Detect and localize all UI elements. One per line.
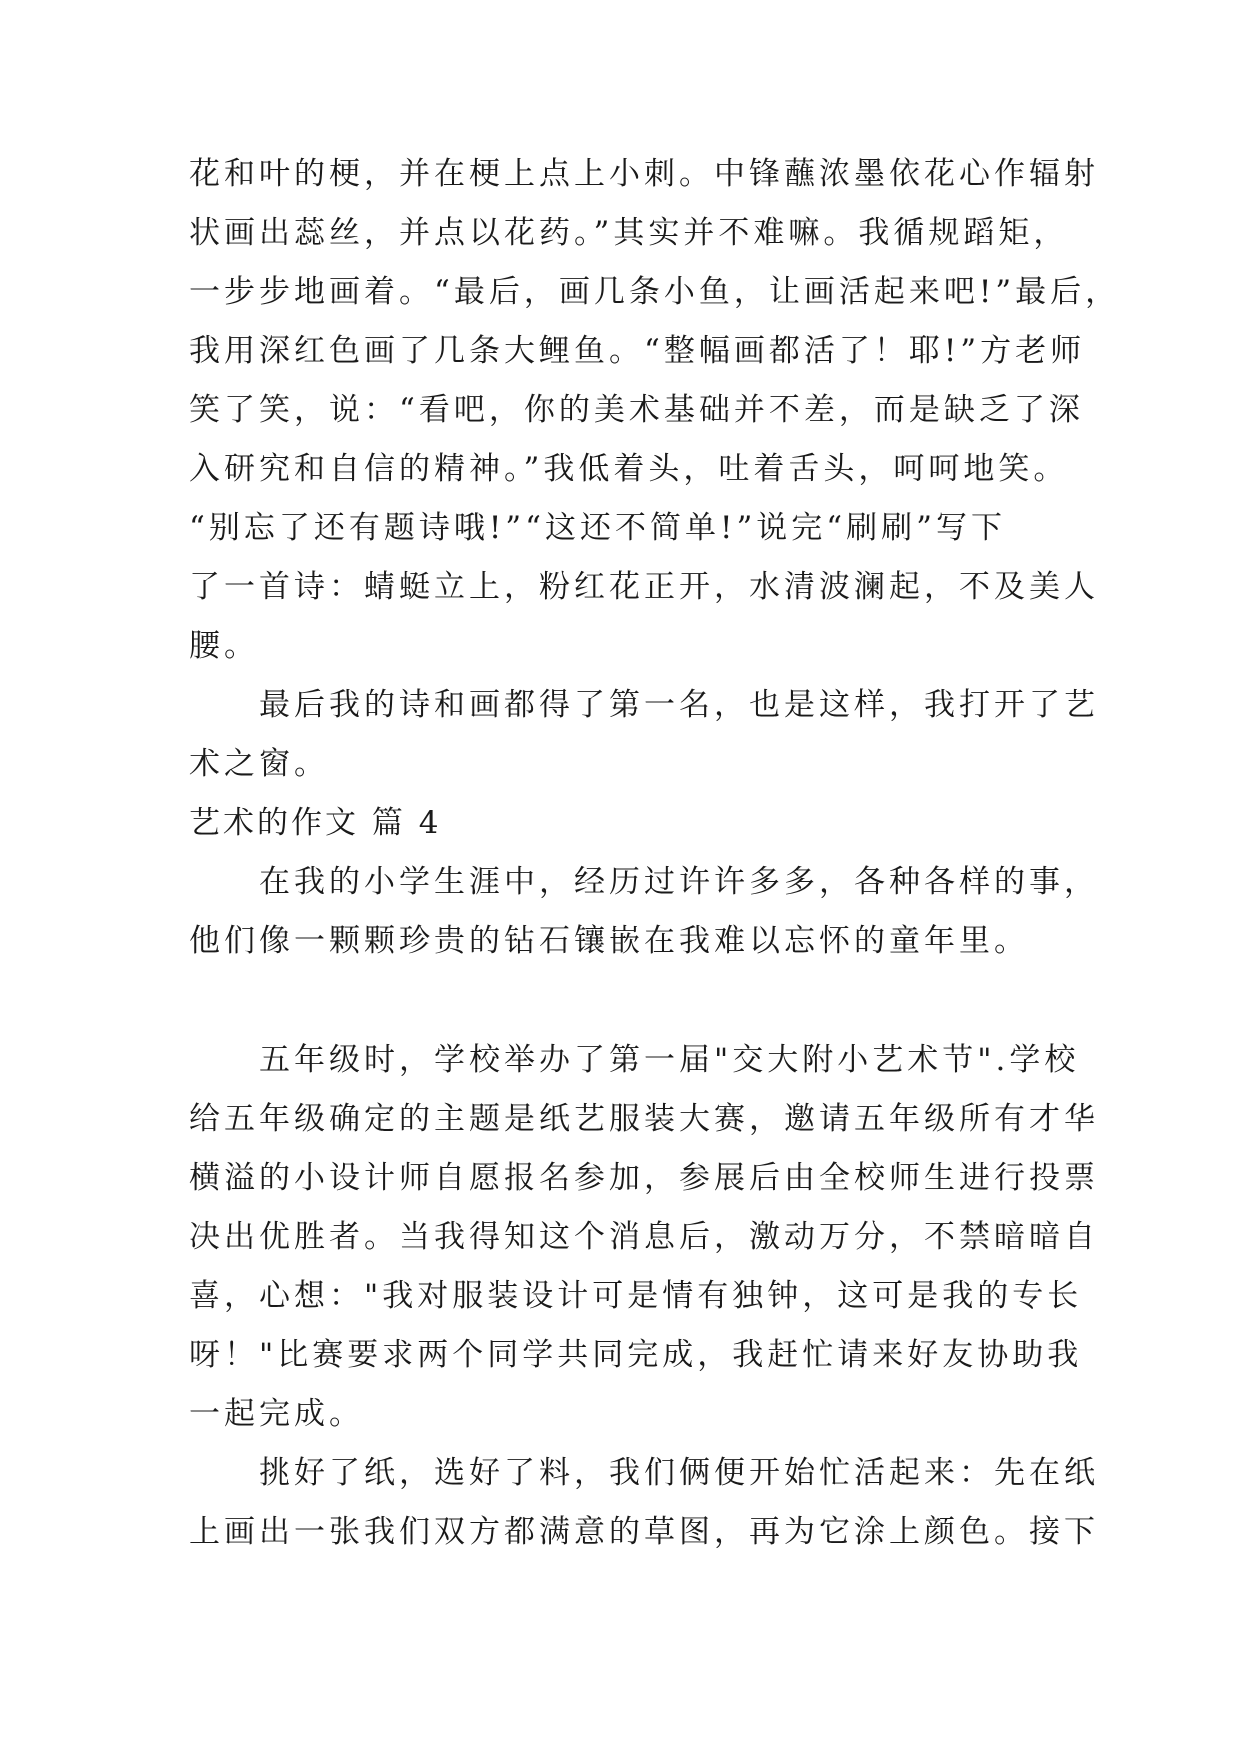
- text-line: 花和叶的梗，并在梗上点上小刺。中锋蘸浓墨依花心作辐射: [189, 156, 1099, 192]
- text-line: 给五年级确定的主题是纸艺服装大赛，邀请五年级所有才华: [189, 1101, 1099, 1137]
- text-line: 入研究和自信的精神。”我低着头，吐着舌头，呵呵地笑。: [189, 451, 1069, 487]
- text-line: 喜，心想："我对服装设计可是情有独钟，这可是我的专长: [189, 1278, 1083, 1314]
- text-line: 决出优胜者。当我得知这个消息后，激动万分，不禁暗暗自: [189, 1219, 1099, 1255]
- text-line: 一起完成。: [189, 1396, 364, 1432]
- text-line: 我用深红色画了几条大鲤鱼。“整幅画都活了！耶!”方老师: [189, 333, 1086, 369]
- text-line: 最后我的诗和画都得了第一名，也是这样，我打开了艺: [259, 687, 1099, 723]
- text-line: 他们像一颗颗珍贵的钻石镶嵌在我难以忘怀的童年里。: [189, 923, 1029, 959]
- text-line: 五年级时，学校举办了第一届"交大附小艺术节".学校: [259, 1042, 1080, 1078]
- paragraph-5: [189, 1444, 1099, 1562]
- text-line: 横溢的小设计师自愿报名参加，参展后由全校师生进行投票: [189, 1160, 1099, 1196]
- text-line: 术之窗。: [189, 746, 329, 782]
- text-line: 在我的小学生涯中，经历过许许多多，各种各样的事，: [259, 864, 1099, 900]
- text-line: 腰。: [189, 628, 259, 664]
- text-line: 挑好了纸，选好了料，我们俩便开始忙活起来：先在纸: [259, 1455, 1099, 1491]
- paragraph-1: [189, 145, 1121, 676]
- text-line: 笑了笑，说：“看吧，你的美术基础并不差，而是缺乏了深: [189, 392, 1084, 428]
- text-line: 上画出一张我们双方都满意的草图，再为它涂上颜色。接下: [189, 1514, 1099, 1550]
- paragraph-2: [189, 676, 1099, 794]
- section-heading: 艺术的作文 篇 4: [189, 805, 442, 841]
- text-line: 状画出蕊丝，并点以花药。”其实并不难嘛。我循规蹈矩，: [189, 215, 1069, 251]
- text-line: 一步步地画着。“最后，画几条小鱼，让画活起来吧!”最后，: [189, 274, 1121, 310]
- text-line: “别忘了还有题诗哦!”“这还不简单!”说完“刷刷”写下: [189, 510, 1007, 546]
- text-line: 呀！"比赛要求两个同学共同完成，我赶忙请来好友协助我: [189, 1337, 1083, 1373]
- paragraph-4: [189, 1031, 1099, 1444]
- text-line: 了一首诗：蜻蜓立上，粉红花正开，水清波澜起，不及美人: [189, 569, 1099, 605]
- paragraph-3: [189, 853, 1099, 971]
